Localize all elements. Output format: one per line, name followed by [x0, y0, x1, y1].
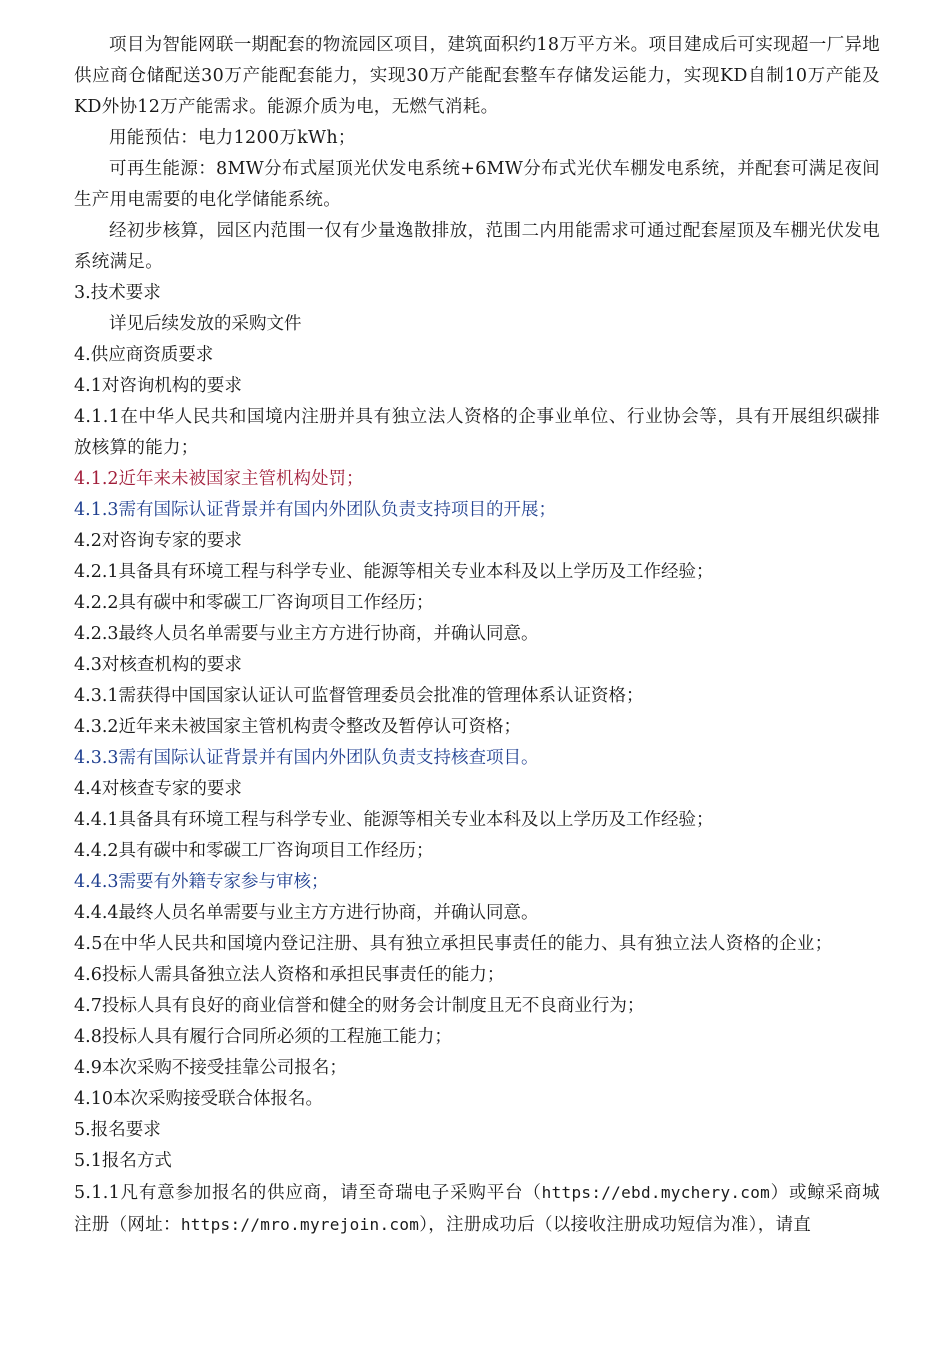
renewable-energy-paragraph: 可再生能源：8MW分布式屋顶光伏发电系统+6MW分布式光伏车棚发电系统，并配套可满足夜间生产用电需要的电化学储能系统。 — [74, 159, 880, 210]
item-4-3-3: 4.3.3需有国际认证背景并有国内外团队负责支持核查项目。 — [74, 748, 539, 768]
energy-estimate-paragraph: 用能预估：电力1200万kWh； — [109, 128, 356, 148]
item-5-1-1-text-b: ）或鲸采商城注册（网址： — [74, 1183, 880, 1235]
item-4-2-3: 4.2.3最终人员名单需要与业主方方进行协商，并确认同意。 — [74, 624, 539, 644]
section-heading-supplier-qualifications: 4.供应商资质要求 — [74, 345, 214, 365]
item-4-7: 4.7投标人具有良好的商业信誉和健全的财务会计制度且无不良商业行为； — [74, 996, 645, 1016]
item-4-3-1: 4.3.1需获得中国国家认证认可监督管理委员会批准的管理体系认证资格； — [74, 686, 644, 706]
subsection-consulting-agency: 4.1对咨询机构的要求 — [74, 376, 242, 396]
item-5-1-1-text-c: ），注册成功后（以接收注册成功短信为准），请直 — [419, 1215, 812, 1235]
item-4-2-1: 4.2.1具备具有环境工程与科学专业、能源等相关专业本科及以上学历及工作经验； — [74, 562, 714, 582]
item-4-4-2: 4.4.2具有碳中和零碳工厂咨询项目工作经历； — [74, 841, 434, 861]
item-5-1-1-text-a: 5.1.1凡有意参加报名的供应商，请至奇瑞电子采购平台（ — [74, 1183, 542, 1203]
item-4-6: 4.6投标人需具备独立法人资格和承担民事责任的能力； — [74, 965, 505, 985]
item-4-8: 4.8投标人具有履行合同所必须的工程施工能力； — [74, 1027, 452, 1047]
item-4-9: 4.9本次采购不接受挂靠公司报名； — [74, 1058, 347, 1078]
preliminary-accounting-paragraph: 经初步核算，园区内范围一仅有少量逸散排放，范围二内用能需求可通过配套屋顶及车棚光伏发电系统满足。 — [74, 221, 880, 272]
item-5-1-1 — [74, 1177, 880, 1241]
item-4-1-3: 4.1.3需有国际认证背景并有国内外团队负责支持项目的开展； — [74, 500, 557, 520]
item-4-4-4: 4.4.4最终人员名单需要与业主方方进行协商，并确认同意。 — [74, 903, 539, 923]
item-4-4-3: 4.4.3需要有外籍专家参与审核； — [74, 872, 329, 892]
subsection-consulting-experts: 4.2对咨询专家的要求 — [74, 531, 242, 551]
subsection-verification-agency: 4.3对核查机构的要求 — [74, 655, 242, 675]
item-4-4-1: 4.4.1具备具有环境工程与科学专业、能源等相关专业本科及以上学历及工作经验； — [74, 810, 714, 830]
rejoin-mall-link[interactable]: https://mro.myrejoin.com — [180, 1215, 420, 1234]
subsection-verification-experts: 4.4对核查专家的要求 — [74, 779, 242, 799]
section-heading-technical-requirements: 3.技术要求 — [74, 283, 161, 303]
technical-requirements-text: 详见后续发放的采购文件 — [109, 314, 302, 334]
item-4-5: 4.5在中华人民共和国境内登记注册、具有独立承担民事责任的能力、具有独立法人资格的企业； — [74, 934, 833, 954]
item-4-1-1: 4.1.1在中华人民共和国境内注册并具有独立法人资格的企事业单位、行业协会等，具有开展组织碳排放核算的能力； — [74, 407, 880, 458]
item-4-3-2: 4.3.2近年来未被国家主管机构责令整改及暂停认可资格； — [74, 717, 522, 737]
document-page — [74, 30, 880, 1241]
project-description-paragraph: 项目为智能网联一期配套的物流园区项目，建筑面积约18万平方米。项目建成后可实现超一厂异地供应商仓储配送30万产能配套能力，实现30万产能配套整车存储发运能力，实现KD自制10万产能及 KD外协12万产能需求。能源介质为电，无燃气消耗。 — [74, 35, 880, 117]
item-4-1-2: 4.1.2近年来未被国家主管机构处罚； — [74, 469, 364, 489]
section-heading-registration-requirements: 5.报名要求 — [74, 1120, 161, 1140]
chery-procurement-link[interactable]: https://ebd.mychery.com — [541, 1183, 771, 1202]
subsection-registration-method: 5.1报名方式 — [74, 1151, 172, 1171]
item-4-10: 4.10本次采购接受联合体报名。 — [74, 1089, 323, 1109]
item-4-2-2: 4.2.2具有碳中和零碳工厂咨询项目工作经历； — [74, 593, 434, 613]
